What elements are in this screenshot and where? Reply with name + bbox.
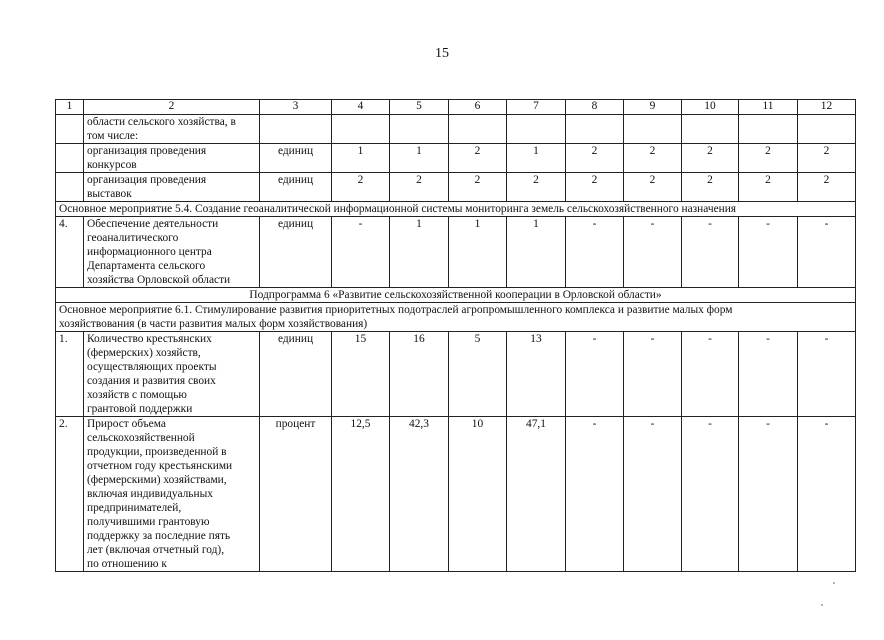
value-cell: - [739,417,798,572]
value-cell: 1 [390,217,449,288]
header-cell: 10 [682,100,739,115]
indicator-name [84,173,260,202]
value-cell: 2 [449,144,507,173]
subprogram-title [56,288,856,303]
indicator-name-line: грантовой поддержки [87,403,193,415]
indicator-name-line: поддержку за последние пять [87,530,231,542]
value-cell: 47,1 [507,417,566,572]
indicator-name-line: хозяйств с помощью [87,389,187,401]
indicator-name-line: выставок [87,188,132,200]
header-cell: 3 [260,100,332,115]
indicator-name-line: предпринимателей, [87,502,182,514]
row-number: 2. [56,417,84,572]
row-number: 4. [56,217,84,288]
value-cell: 2 [566,144,624,173]
indicator-name-line: осуществляющих проекты [87,361,217,373]
value-cell: 2 [798,144,856,173]
value-cell [332,115,390,144]
scan-speck [821,604,823,606]
header-cell: 8 [566,100,624,115]
value-cell: 2 [624,173,682,202]
indicator-name-line: информационного центра [87,246,212,258]
value-cell: 2 [507,173,566,202]
value-cell: - [566,332,624,417]
section-row [56,303,856,332]
value-cell: - [682,417,739,572]
value-cell: 5 [449,332,507,417]
value-cell [739,115,798,144]
title-line: Основное мероприятие 5.4. Создание геоаналитической информационной системы мониторинга земель сельскохозяйственного назначения [59,203,737,215]
indicator-name-line: конкурсов [87,159,137,171]
title-line: Подпрограмма 6 «Развитие сельскохозяйственной кооперации в Орловской области» [249,289,662,301]
value-cell: - [798,217,856,288]
unit-cell [260,115,332,144]
row-number [56,144,84,173]
value-cell: 42,3 [390,417,449,572]
header-cell: 4 [332,100,390,115]
indicator-name-line: лет (включая отчетный год), [87,544,225,556]
indicator-name-line: том числе: [87,130,139,142]
value-cell: 2 [566,173,624,202]
header-cell: 11 [739,100,798,115]
table-row [56,217,856,288]
indicator-name-line: продукции, произведенной в [87,446,227,458]
section-row [56,202,856,217]
table-row [56,173,856,202]
section-title [56,202,856,217]
value-cell: - [739,332,798,417]
indicator-name [84,115,260,144]
indicator-name-line: хозяйства Орловской области [87,274,231,286]
indicator-name-line: области сельского хозяйства, в [87,116,236,128]
scan-speck [833,582,835,584]
value-cell: - [624,417,682,572]
value-cell: - [682,332,739,417]
header-cell: 6 [449,100,507,115]
indicator-name-line: Прирост объема [87,418,166,430]
indicator-name-line: (фермерскими) хозяйствами, [87,474,227,486]
subprogram-row [56,288,856,303]
unit-cell: единиц [260,173,332,202]
value-cell: - [566,417,624,572]
row-number [56,173,84,202]
value-cell: 1 [390,144,449,173]
indicator-name-line: организация проведения [87,145,207,157]
indicator-name-line: Количество крестьянских [87,333,212,345]
indicators-table [55,99,856,572]
indicator-name-line: геоаналитического [87,232,179,244]
value-cell: - [332,217,390,288]
value-cell: 1 [332,144,390,173]
indicator-name-line: включая индивидуальных [87,488,213,500]
indicator-name-line: организация проведения [87,174,207,186]
page-number: 15 [435,46,449,61]
value-cell: 2 [682,173,739,202]
value-cell [507,115,566,144]
value-cell: 2 [682,144,739,173]
table-row [56,115,856,144]
value-cell [798,115,856,144]
indicator-name-line: получившими грантовую [87,516,210,528]
header-cell: 2 [84,100,260,115]
value-cell: 2 [449,173,507,202]
table-body [56,115,856,572]
indicator-name-line: сельскохозяйственной [87,432,195,444]
table-row [56,144,856,173]
value-cell: 12,5 [332,417,390,572]
indicator-name-line: создания и развития своих [87,375,216,387]
value-cell: - [682,217,739,288]
unit-cell: единиц [260,144,332,173]
value-cell [682,115,739,144]
value-cell: 16 [390,332,449,417]
header-cell: 5 [390,100,449,115]
value-cell: 2 [739,144,798,173]
value-cell: - [798,332,856,417]
indicator-name [84,144,260,173]
section-title [56,303,856,332]
indicator-name-line: Обеспечение деятельности [87,218,219,230]
unit-cell: единиц [260,217,332,288]
value-cell: - [566,217,624,288]
row-number: 1. [56,332,84,417]
header-cell: 9 [624,100,682,115]
header-row [56,100,856,115]
value-cell: 10 [449,417,507,572]
title-line: хозяйствования (в части развития малых форм хозяйствования) [59,318,368,330]
title-line: Основное мероприятие 6.1. Стимулирование развития приоритетных подотраслей агропромышленного комплекса и развитие малых форм [59,304,733,316]
value-cell: 2 [739,173,798,202]
header-cell: 12 [798,100,856,115]
unit-cell: процент [260,417,332,572]
value-cell: 1 [507,217,566,288]
value-cell: 2 [624,144,682,173]
header-cell: 7 [507,100,566,115]
indicator-name [84,417,260,572]
indicator-name [84,217,260,288]
value-cell [566,115,624,144]
table-row [56,332,856,417]
row-number [56,115,84,144]
indicator-name [84,332,260,417]
value-cell: 2 [332,173,390,202]
header-cell: 1 [56,100,84,115]
value-cell: 2 [390,173,449,202]
value-cell: 15 [332,332,390,417]
indicator-name-line: отчетном году крестьянскими [87,460,233,472]
value-cell: - [624,217,682,288]
value-cell: 13 [507,332,566,417]
value-cell [449,115,507,144]
indicator-name-line: (фермерских) хозяйств, [87,347,201,359]
value-cell: 2 [798,173,856,202]
table-row [56,417,856,572]
value-cell [390,115,449,144]
value-cell [624,115,682,144]
value-cell: 1 [449,217,507,288]
value-cell: - [624,332,682,417]
value-cell: - [798,417,856,572]
indicator-name-line: по отношению к [87,558,167,570]
value-cell: 1 [507,144,566,173]
unit-cell: единиц [260,332,332,417]
indicator-name-line: Департамента сельского [87,260,206,272]
value-cell: - [739,217,798,288]
